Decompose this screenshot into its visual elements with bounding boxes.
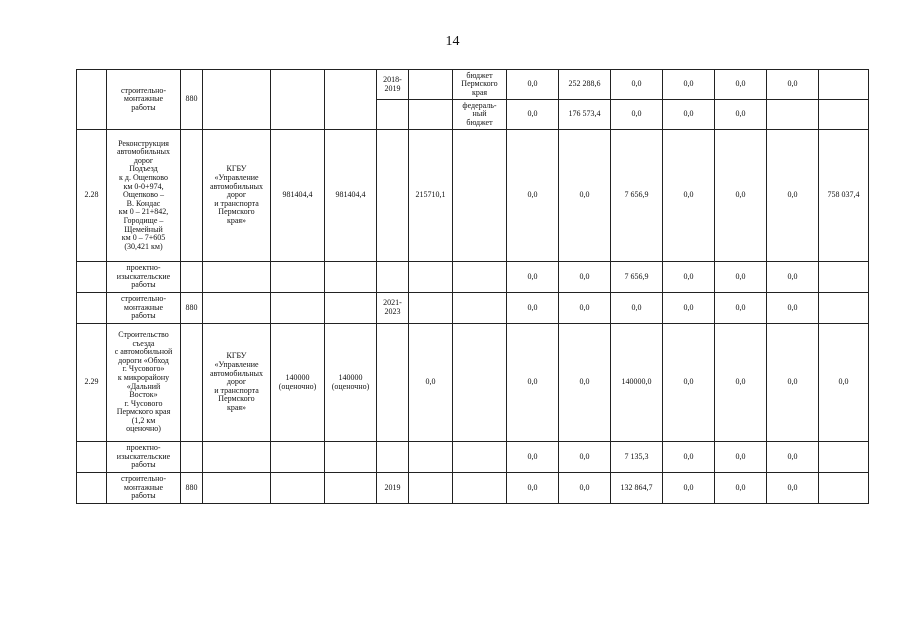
page-number: 14 (445, 34, 460, 49)
code-cell (181, 324, 203, 442)
funding-source-cell (453, 324, 507, 442)
item-number-cell (77, 473, 107, 504)
value-cell: 0,0 (767, 442, 819, 473)
value-cell: 0,0 (663, 293, 715, 324)
prior-funding-cell (409, 262, 453, 293)
work-type-cell: строительно- монтажные работы (107, 473, 181, 504)
work-type-cell: проектно- изыскательские работы (107, 442, 181, 473)
value-cell (767, 100, 819, 130)
budget-table (76, 69, 869, 504)
value-cell: 0,0 (663, 324, 715, 442)
remaining-cost-cell (325, 442, 377, 473)
estimated-cost-cell: 140000 (оценочно) (271, 324, 325, 442)
value-cell: 7 656,9 (611, 130, 663, 262)
value-cell: 0,0 (715, 442, 767, 473)
value-cell: 0,0 (767, 293, 819, 324)
value-cell: 0,0 (663, 262, 715, 293)
period-cell (377, 100, 409, 130)
value-cell: 0,0 (507, 70, 559, 100)
estimated-cost-cell (271, 473, 325, 504)
period-cell (377, 262, 409, 293)
prior-funding-cell (409, 70, 453, 100)
value-cell: 7 135,3 (611, 442, 663, 473)
funding-source-cell: бюджет Пермского края (453, 70, 507, 100)
work-type-cell: проектно- изыскательские работы (107, 262, 181, 293)
value-cell: 0,0 (767, 130, 819, 262)
prior-funding-cell: 0,0 (409, 324, 453, 442)
value-cell: 0,0 (507, 324, 559, 442)
funding-source-cell (453, 262, 507, 293)
value-cell: 0,0 (507, 293, 559, 324)
executor-cell (203, 442, 271, 473)
table-row (77, 442, 869, 473)
object-name-cell: Строительство съезда с автомобильной дороги «Обход г. Чусового» к микрорайону «Дальний Восток» г. Чусового Пермского края (1,2 км оценочно) (107, 324, 181, 442)
period-cell: 2018- 2019 (377, 70, 409, 100)
value-cell: 0,0 (611, 293, 663, 324)
table-row (77, 324, 869, 442)
code-cell (181, 130, 203, 262)
item-number-cell: 2.28 (77, 130, 107, 262)
item-number-cell (77, 442, 107, 473)
period-cell: 2021- 2023 (377, 293, 409, 324)
remaining-cost-cell (325, 293, 377, 324)
funding-source-cell (453, 473, 507, 504)
funding-source-cell (453, 293, 507, 324)
value-cell: 0,0 (663, 473, 715, 504)
funding-source-cell (453, 442, 507, 473)
table-row (77, 130, 869, 262)
estimated-cost-cell: 981404,4 (271, 130, 325, 262)
funding-source-cell (453, 130, 507, 262)
work-type-cell: строительно- монтажные работы (107, 70, 181, 130)
value-cell (819, 100, 869, 130)
value-cell: 0,0 (767, 324, 819, 442)
value-cell: 0,0 (663, 70, 715, 100)
value-cell: 0,0 (715, 324, 767, 442)
item-number-cell: 2.29 (77, 324, 107, 442)
executor-cell: КГБУ «Управление автомобильных дорог и транспорта Пермского края» (203, 130, 271, 262)
period-cell (377, 324, 409, 442)
item-number-cell (77, 262, 107, 293)
value-cell: 0,0 (559, 130, 611, 262)
code-cell (181, 262, 203, 293)
value-cell (819, 70, 869, 100)
value-cell: 0,0 (507, 473, 559, 504)
table-row (77, 473, 869, 504)
table-row (77, 262, 869, 293)
executor-cell (203, 70, 271, 130)
value-cell: 0,0 (559, 473, 611, 504)
item-number-cell (77, 293, 107, 324)
value-cell (819, 473, 869, 504)
value-cell: 0,0 (507, 442, 559, 473)
period-cell: 2019 (377, 473, 409, 504)
value-cell: 0,0 (715, 130, 767, 262)
estimated-cost-cell (271, 293, 325, 324)
value-cell: 0,0 (715, 262, 767, 293)
value-cell: 7 656,9 (611, 262, 663, 293)
table-row (77, 293, 869, 324)
executor-cell (203, 262, 271, 293)
period-cell (377, 130, 409, 262)
funding-source-cell: федераль- ный бюджет (453, 100, 507, 130)
value-cell: 0,0 (663, 100, 715, 130)
code-cell: 880 (181, 293, 203, 324)
value-cell: 0,0 (663, 130, 715, 262)
value-cell: 0,0 (715, 473, 767, 504)
value-cell: 0,0 (767, 262, 819, 293)
item-number-cell (77, 70, 107, 130)
value-cell: 0,0 (715, 293, 767, 324)
object-name-cell: Реконструкция автомобильных дорог Подъезд к д. Ощепково км 0-0+974, Ощепково – В. Кондас км 0 – 21+842, Городище – Щемейный км 0 – 7+605 (30,421 км) (107, 130, 181, 262)
value-cell (819, 262, 869, 293)
value-cell: 0,0 (611, 70, 663, 100)
prior-funding-cell (409, 442, 453, 473)
value-cell: 0,0 (559, 262, 611, 293)
code-cell (181, 442, 203, 473)
table-row (77, 70, 869, 100)
prior-funding-cell: 215710,1 (409, 130, 453, 262)
estimated-cost-cell (271, 70, 325, 130)
value-cell (819, 293, 869, 324)
executor-cell: КГБУ «Управление автомобильных дорог и транспорта Пермского края» (203, 324, 271, 442)
remaining-cost-cell (325, 262, 377, 293)
value-cell: 0,0 (611, 100, 663, 130)
value-cell: 0,0 (715, 70, 767, 100)
period-cell (377, 442, 409, 473)
prior-funding-cell (409, 473, 453, 504)
value-cell: 0,0 (767, 473, 819, 504)
remaining-cost-cell (325, 473, 377, 504)
value-cell: 0,0 (507, 130, 559, 262)
remaining-cost-cell: 140000 (оценочно) (325, 324, 377, 442)
value-cell: 0,0 (507, 262, 559, 293)
work-type-cell: строительно- монтажные работы (107, 293, 181, 324)
remaining-cost-cell (325, 70, 377, 130)
code-cell: 880 (181, 473, 203, 504)
value-cell: 132 864,7 (611, 473, 663, 504)
value-cell: 140000,0 (611, 324, 663, 442)
value-cell: 0,0 (663, 442, 715, 473)
value-cell: 0,0 (559, 324, 611, 442)
value-cell: 0,0 (507, 100, 559, 130)
value-cell: 176 573,4 (559, 100, 611, 130)
remaining-cost-cell: 981404,4 (325, 130, 377, 262)
value-cell: 0,0 (715, 100, 767, 130)
estimated-cost-cell (271, 262, 325, 293)
prior-funding-cell (409, 100, 453, 130)
value-cell: 0,0 (559, 293, 611, 324)
estimated-cost-cell (271, 442, 325, 473)
executor-cell (203, 293, 271, 324)
prior-funding-cell (409, 293, 453, 324)
value-cell: 0,0 (819, 324, 869, 442)
value-cell (819, 442, 869, 473)
code-cell: 880 (181, 70, 203, 130)
executor-cell (203, 473, 271, 504)
value-cell: 252 288,6 (559, 70, 611, 100)
value-cell: 0,0 (559, 442, 611, 473)
value-cell: 0,0 (767, 70, 819, 100)
value-cell: 758 037,4 (819, 130, 869, 262)
